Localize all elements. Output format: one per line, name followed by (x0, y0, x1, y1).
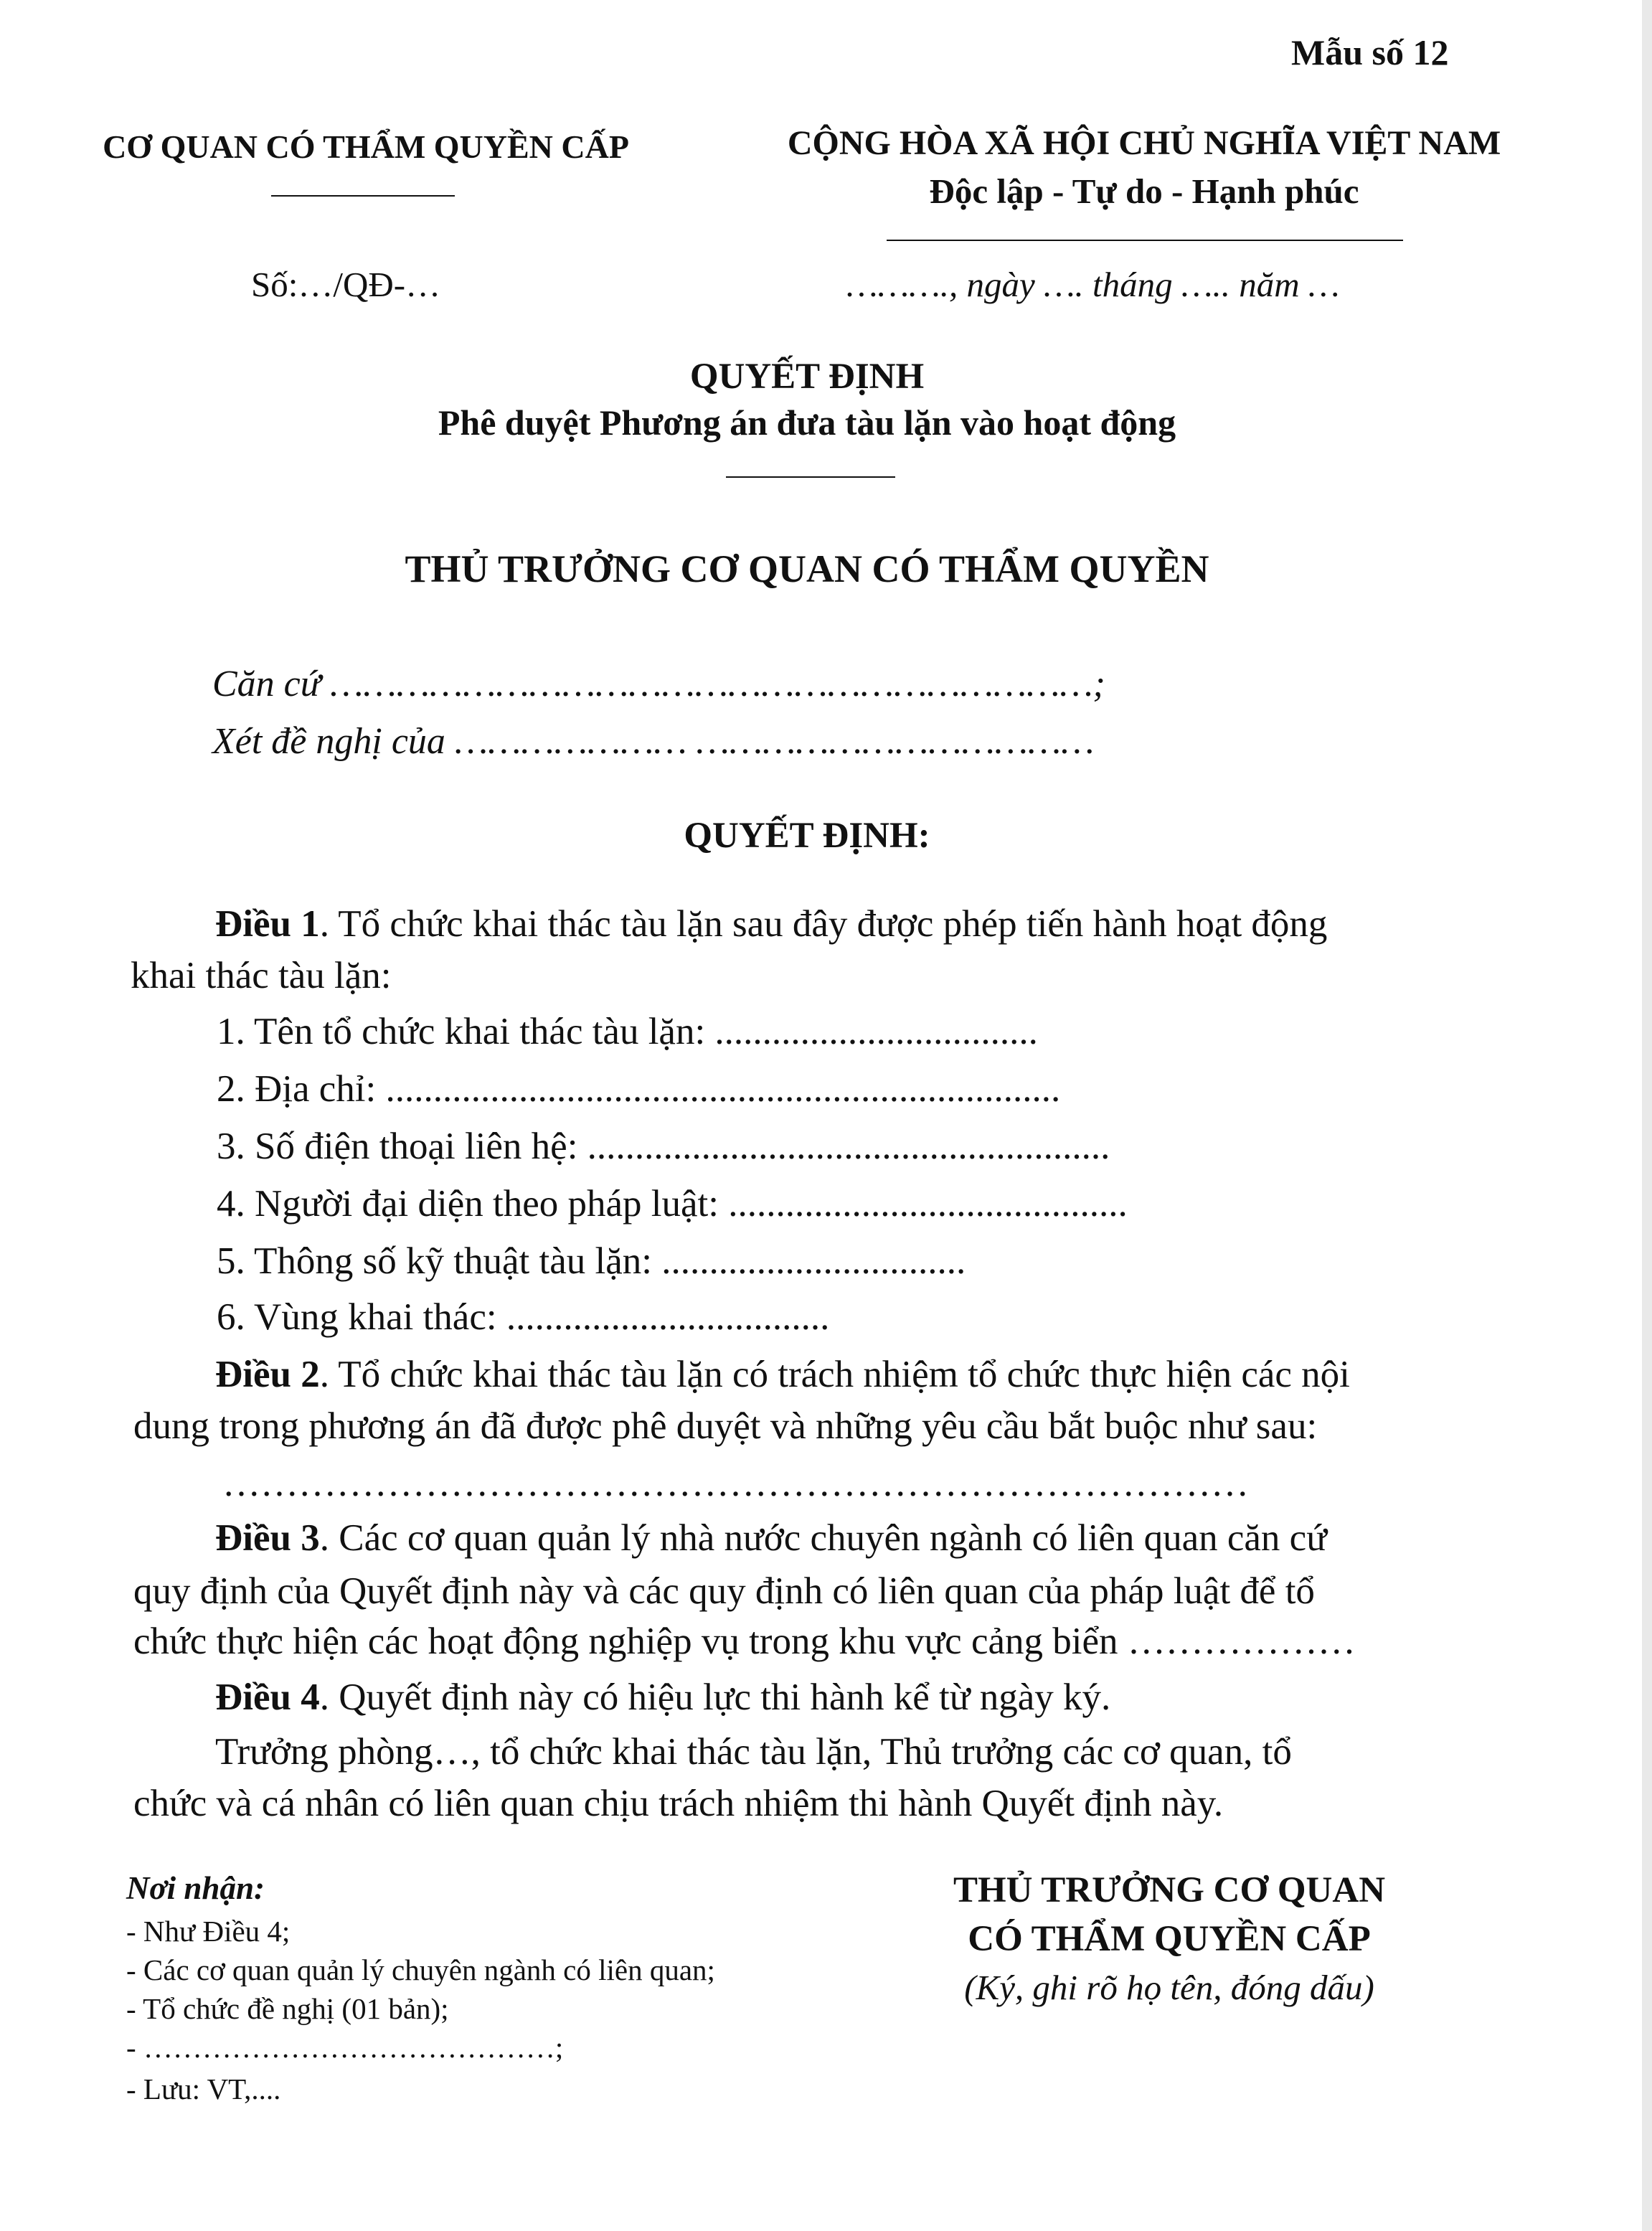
article-2-line-1 (215, 1353, 1350, 1396)
recipient-item: - Tổ chức đề nghị (01 bản); (126, 1992, 449, 2025)
article-2-line-2: dung trong phương án đã được phê duyệt và những yêu cầu bắt buộc như sau: (133, 1405, 1318, 1447)
document-title: QUYẾT ĐỊNH (689, 357, 925, 397)
decision-number: Số:…/QĐ-… (251, 265, 441, 304)
responsibility-line-1: Trưởng phòng…, tổ chức khai thác tàu lặn, Thủ trưởng các cơ quan, tổ (215, 1731, 1292, 1773)
article-1-line-2: khai thác tàu lặn: (131, 955, 392, 996)
article-3-text-1: . Các cơ quan quản lý nhà nước chuyên ngành có liên quan căn cứ (319, 1517, 1327, 1559)
article-4-line (215, 1676, 1110, 1719)
document-subtitle: Phê duyệt Phương án đưa tàu lặn vào hoạt động (438, 402, 1176, 443)
preamble-can-cu: Căn cứ ……………………………………………………………; (212, 664, 1105, 704)
article-1-item: 2. Địa chỉ: ....................................................................... (217, 1068, 1061, 1110)
preamble-xet-de-nghi: Xét đề nghị của ………………… ……………………………… (212, 721, 1095, 762)
form-number: Mẫu số 12 (1291, 32, 1449, 72)
signature-title-2: CÓ THẨM QUYỀN CẤP (968, 1919, 1371, 1959)
article-1-text-1: . Tổ chức khai thác tàu lặn sau đây được phép tiến hành hoạt động (319, 903, 1328, 945)
signature-note: (Ký, ghi rõ họ tên, đóng dấu) (964, 1968, 1374, 2007)
recipient-item: - Như Điều 4; (126, 1915, 291, 1948)
title-underline (726, 476, 895, 478)
nation-name: CỘNG HÒA XÃ HỘI CHỦ NGHĨA VIỆT NAM (787, 124, 1501, 162)
date-line: ………., ngày …. tháng ….. năm … (846, 265, 1340, 304)
article-3-line-2: quy định của Quyết định này và các quy định có liên quan của pháp luật để tổ (133, 1570, 1315, 1612)
article-2-dots: ……………………………………………………………………… (222, 1463, 1249, 1504)
agency-name: CƠ QUAN CÓ THẨM QUYỀN CẤP (103, 128, 629, 165)
scan-edge-shadow (1642, 0, 1652, 2231)
article-1-line-1 (215, 902, 1327, 945)
article-1-item: 5. Thông số kỹ thuật tàu lặn: ................................ (217, 1240, 966, 1282)
article-2-text-1: . Tổ chức khai thác tàu lặn có trách nhiệm tổ chức thực hiện các nội (319, 1354, 1350, 1395)
responsibility-line-2: chức và cá nhân có liên quan chịu trách nhiệm thi hành Quyết định này. (133, 1783, 1224, 1824)
article-4-text: . Quyết định này có hiệu lực thi hành kể từ ngày ký. (319, 1676, 1111, 1718)
national-motto: Độc lập - Tự do - Hạnh phúc (929, 171, 1359, 211)
recipient-item: - ……………………………………; (126, 2031, 564, 2064)
article-3-label: Điều 3 (215, 1517, 320, 1559)
agency-underline (271, 195, 455, 197)
decision-heading: QUYẾT ĐỊNH: (684, 816, 930, 856)
recipient-item: - Các cơ quan quản lý chuyên ngành có liên quan; (126, 1953, 715, 1986)
article-1-item: 6. Vùng khai thác: .................................. (217, 1296, 830, 1338)
article-4-label: Điều 4 (215, 1676, 320, 1718)
article-1-label: Điều 1 (215, 903, 320, 945)
article-2-label: Điều 2 (215, 1354, 320, 1395)
article-1-item: 3. Số điện thoại liên hệ: ....................................................... (217, 1126, 1110, 1167)
recipients-label: Nơi nhận: (126, 1870, 265, 1906)
motto-underline (887, 240, 1403, 241)
signature-title-1: THỦ TRƯỞNG CƠ QUAN (953, 1870, 1386, 1910)
recipient-item: - Lưu: VT,.... (126, 2072, 281, 2105)
article-3-line-3: chức thực hiện các hoạt động nghiệp vụ trong khu vực cảng biển ……………… (133, 1621, 1356, 1662)
article-1-item: 1. Tên tổ chức khai thác tàu lặn: .................................. (217, 1011, 1038, 1052)
authority-heading: THỦ TRƯỞNG CƠ QUAN CÓ THẨM QUYỀN (405, 547, 1209, 590)
article-3-line-1 (215, 1517, 1327, 1560)
article-1-item: 4. Người đại diện theo pháp luật: .......................................... (217, 1183, 1128, 1225)
